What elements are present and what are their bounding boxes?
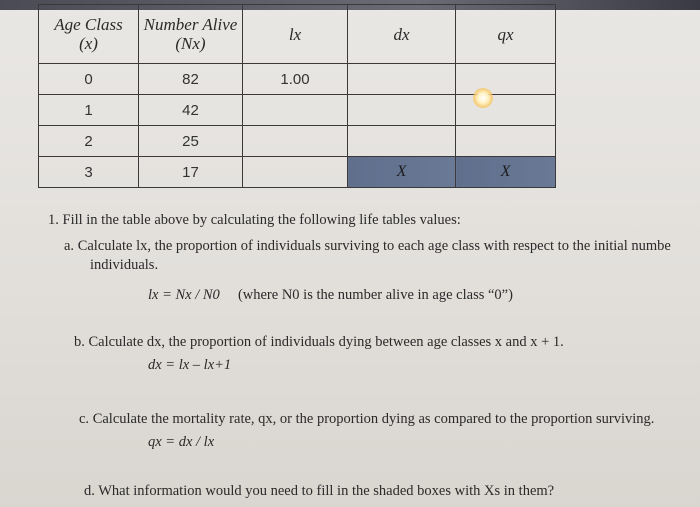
header-age-class [39,5,139,64]
table-row [39,126,556,157]
formula-a-expression: lx = Nx / N0 [148,287,220,303]
cell-qx [456,126,556,157]
cell-age: 3 [39,157,139,188]
header-number-alive-sub: (Nx) [175,34,206,53]
cell-qx-shaded: X [456,157,556,188]
header-qx: qx [456,5,556,64]
header-dx: dx [348,5,456,64]
question-c-label: c. [79,411,90,427]
cell-qx [456,95,556,126]
question-c-text: Calculate the mortality rate, qx, or the proportion dying as compared to the proportion surviving. [92,411,655,427]
cell-alive: 25 [139,126,243,157]
table-row [39,157,556,188]
question-a [64,238,671,255]
question-a-text: Calculate lx, the proportion of individuals surviving to each age class with respect to the initial numbe [77,238,671,254]
light-glare [473,88,493,108]
formula-a-note: (where N0 is the number alive in age class “0”) [237,287,513,303]
question-a-label: a. [64,238,75,254]
cell-dx [348,64,456,95]
question-a-continued: individuals. [90,257,159,273]
cell-alive: 82 [139,64,243,95]
cell-alive: 42 [139,95,243,126]
cell-age: 0 [39,64,139,95]
question-b-text: Calculate dx, the proportion of individuals dying between age classes x and x + 1. [88,334,564,350]
formula-a [148,287,513,304]
cell-lx [243,126,348,157]
formula-b: dx = lx – lx+1 [148,357,232,373]
cell-dx [348,95,456,126]
question-b [74,334,564,351]
question-d-label: d. [84,483,95,499]
header-age-class-label: Age Class [54,15,123,34]
question-c [79,411,654,428]
question-b-label: b. [74,334,85,350]
cell-qx [456,64,556,95]
cell-dx-shaded: X [348,157,456,188]
cell-lx [243,95,348,126]
cell-lx: 1.00 [243,64,348,95]
header-number-alive-label: Number Alive [143,15,238,34]
formula-c: qx = dx / lx [148,434,215,450]
question-d [84,483,554,500]
table-header-row [39,5,556,64]
question-d-text: What information would you need to fill in the shaded boxes with Xs in them? [98,483,555,499]
cell-dx [348,126,456,157]
cell-lx [243,157,348,188]
cell-age: 1 [39,95,139,126]
header-age-class-sub: (x) [79,34,98,53]
cell-alive: 17 [139,157,243,188]
header-lx: lx [243,5,348,64]
question-1: 1. Fill in the table above by calculating the following life tables values: [48,212,461,228]
header-number-alive [139,5,243,64]
cell-age: 2 [39,126,139,157]
